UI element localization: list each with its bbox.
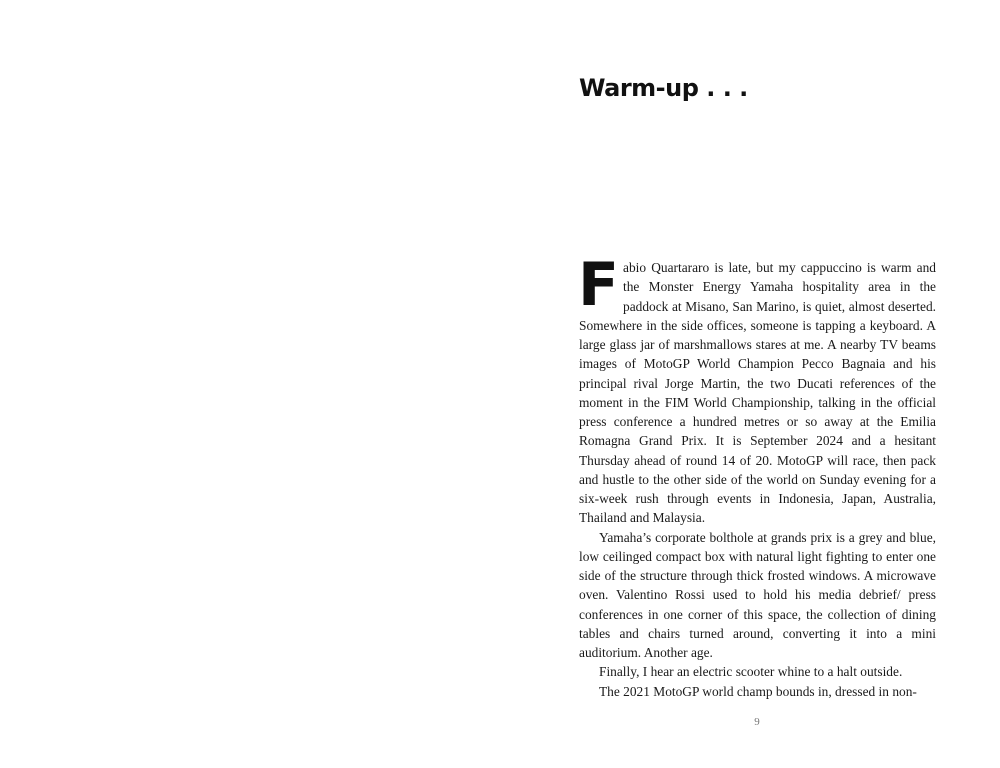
paragraph-4: The 2021 MotoGP world champ bounds in, dressed in non- [599,683,917,699]
paragraph-3: Finally, I hear an electric scooter whine to a halt outside. [599,664,903,680]
chapter-body [578,250,936,701]
page-number: 9 [754,716,760,728]
paragraph-2: Yamaha’s corporate bolthole at grands prix is a grey and blue, low ceilinged compact box with natural light fighting to enter one side of the structure through thick frosted windows. A microwave oven. Valentino Rossi used to hold his media debrief/ press conferences in one corner of this space, the collection of dining tables and chairs turned around, converting it into a mini auditorium. Another age. [579,529,936,660]
paragraph-1-text: abio Quartararo is late, but my cappuccino is warm and the Monster Energy Yamaha hospitality area in the paddock at Misano, San Marino, is quiet, almost deserted. Somewhere in the side offices, someone is tapping a keyboard. A large glass jar of marshmallows stares at me. A nearby TV beams images of MotoGP World Champion Pecco Bagnaia and his principal rival Jorge Martin, the two Ducati references of the moment in the FIM World Championship, talking in the official press conference a hundred metres or so away at the Emilia Romagna Grand Prix. It is September 2024 and a hesitant Thursday ahead of round 14 of 20. MotoGP will race, then pack and hustle to the other side of the world on Sunday evening for a six-week rush through events in Indonesia, Japan, Australia, Thailand and Malaysia. [579,260,936,526]
chapter-title: Warm-up . . . [579,74,748,102]
drop-cap: F [578,250,619,320]
right-page [500,0,1000,768]
paragraph-1 [578,250,936,528]
